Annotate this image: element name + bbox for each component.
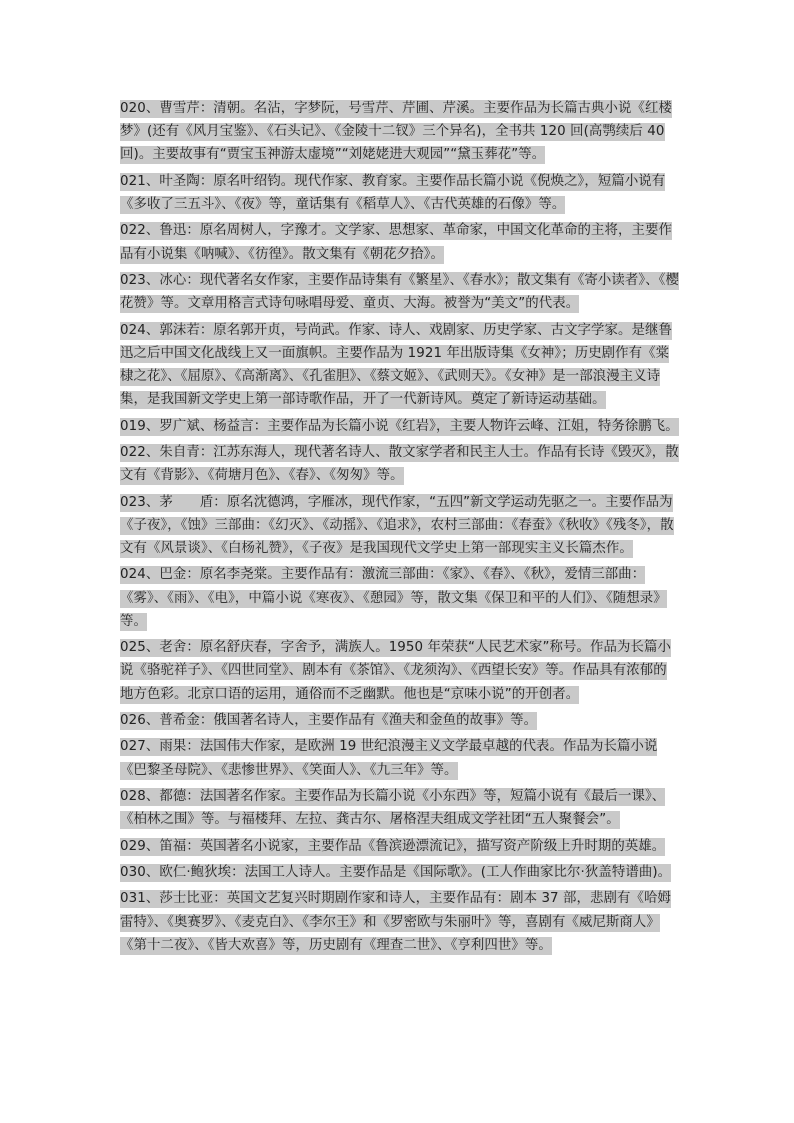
entry-text: 023、茅 盾：原名沈德鸿，字雁冰，现代作家，“五四”新文学运动先驱之一。主要作品为《子夜》，《蚀》三部曲：《幻灭》、《动摇》、《追求》，农村三部曲：《春蚕》《秋收》《残冬》，散文有《风景谈》、《白杨礼赞》，《子夜》是我国现代文学史上第一部现实主义长篇杰作。 [120,494,674,556]
entry-text: 026、普希金：俄国著名诗人，主要作品有《渔夫和金鱼的故事》等。 [120,712,538,728]
entry-text: 031、莎士比亚：英国文艺复兴时期剧作家和诗人，主要作品有：剧本 37 部，悲剧有《哈姆雷特》、《奥赛罗》、《麦克白》、《李尔王》和《罗密欧与朱丽叶》等，喜剧有《威尼斯商人》《第十二夜》、《皆大欢喜》等，历史剧有《理查二世》、《亨利四世》等。 [120,891,671,953]
entry-paragraph [120,170,680,216]
document-body [120,97,680,960]
entry-text: 021、叶圣陶：原名叶绍钧。现代作家、教育家。主要作品长篇小说《倪焕之》，短篇小说有《多收了三五斗》、《夜》等，童话集有《稻草人》、《古代英雄的石像》等。 [120,173,666,212]
entry-text: 027、雨果：法国伟大作家，是欧洲 19 世纪浪漫主义文学最卓越的代表。作品为长篇小说《巴黎圣母院》、《悲惨世界》、《笑面人》、《九三年》等。 [120,739,658,778]
entry-text: 024、巴金：原名李尧棠。主要作品有：激流三部曲：《家》、《春》、《秋》，爱情三部曲：《雾》、《雨》、《电》，中篇小说《寒夜》、《憩园》等，散文集《保卫和平的人们》、《随想录》等。 [120,567,667,629]
entry-paragraph [120,441,680,487]
entry-text: 028、都德：法国著名作家。主要作品为长篇小说《小东西》等，短篇小说有《最后一课》、《柏林之围》等。与福楼拜、左拉、龚古尔、屠格涅夫组成文学社团“五人聚餐会”。 [120,788,666,828]
entry-paragraph [120,319,680,412]
entry-paragraph [120,219,680,265]
entry-paragraph [120,861,680,884]
entry-text: 020、曹雪芹：清朝。名沾，字梦阮，号雪芹、芹圃、芹溪。主要作品为长篇古典小说《红楼梦》(还有《风月宝鉴》、《石头记》、《金陵十二钗》三个异名)，全书共 120 回(高鹗续后 40 回)。主要故事有“贾宝玉神游太虚境”“刘姥姥进大观园”“黛玉葬花”等。 [120,101,672,163]
entry-paragraph [120,835,680,858]
entry-text: 022、鲁迅：原名周树人，字豫才。文学家、思想家、革命家，中国文化革命的主将，主要作品有小说集《呐喊》、《彷徨》。散文集有《朝花夕拾》。 [120,223,672,262]
entry-text: 023、冰心：现代著名女作家，主要作品诗集有《繁星》、《春水》；散文集有《寄小读者》、《樱花赞》等。文章用格言式诗句咏唱母爱、童贞、大海。被誉为“美文”的代表。 [120,272,679,312]
entry-paragraph [120,887,680,957]
entry-paragraph [120,97,680,167]
entry-text: 019、罗广斌、杨益言：主要作品为长篇小说《红岩》，主要人物许云峰、江姐，特务徐鹏飞。 [120,418,679,434]
entry-text: 025、老舍：原名舒庆春，字舍予，满族人。1950 年荣获“人民艺术家”称号。作品为长篇小说《骆驼祥子》、《四世同堂》、剧本有《茶馆》、《龙须沟》、《西望长安》等。作品具有浓郁的地方色彩。北京口语的运用，通俗而不乏幽默。他也是“京味小说”的开创者。 [120,640,671,702]
entry-paragraph [120,735,680,781]
entry-text: 022、朱自青：江苏东海人，现代著名诗人、散文家学者和民主人士。作品有长诗《毁灭》，散文有《背影》、《荷塘月色》、《春》、《匆匆》等。 [120,444,679,484]
entry-paragraph [120,491,680,561]
entry-paragraph [120,636,680,706]
entry-text: 030、欧仁·鲍狄埃：法国工人诗人。主要作品是《国际歌》。(工人作曲家比尔·狄盖特谱曲)。 [120,864,672,880]
entry-paragraph [120,415,680,438]
entry-paragraph [120,709,680,732]
entry-text: 029、笛福：英国著名小说家，主要作品《鲁滨逊漂流记》，描写资产阶级上升时期的英雄。 [120,838,666,854]
entry-paragraph [120,563,680,633]
entry-paragraph [120,269,680,315]
entry-paragraph [120,785,680,831]
entry-text: 024、郭沫若：原名郭开贞，号尚武。作家、诗人、戏剧家、历史学家、古文字学家。是继鲁迅之后中国文化战线上又一面旗帜。主要作品为 1921 年出版诗集《女神》；历史剧作有《棠棣之花》、《屈原》、《高渐离》、《孔雀胆》、《蔡文姬》、《武则天》。《女神》是一部浪漫主义诗集，是我国新文学史上第一部诗歌作品，开了一代新诗风。奠定了新诗运动基础。 [120,322,672,408]
